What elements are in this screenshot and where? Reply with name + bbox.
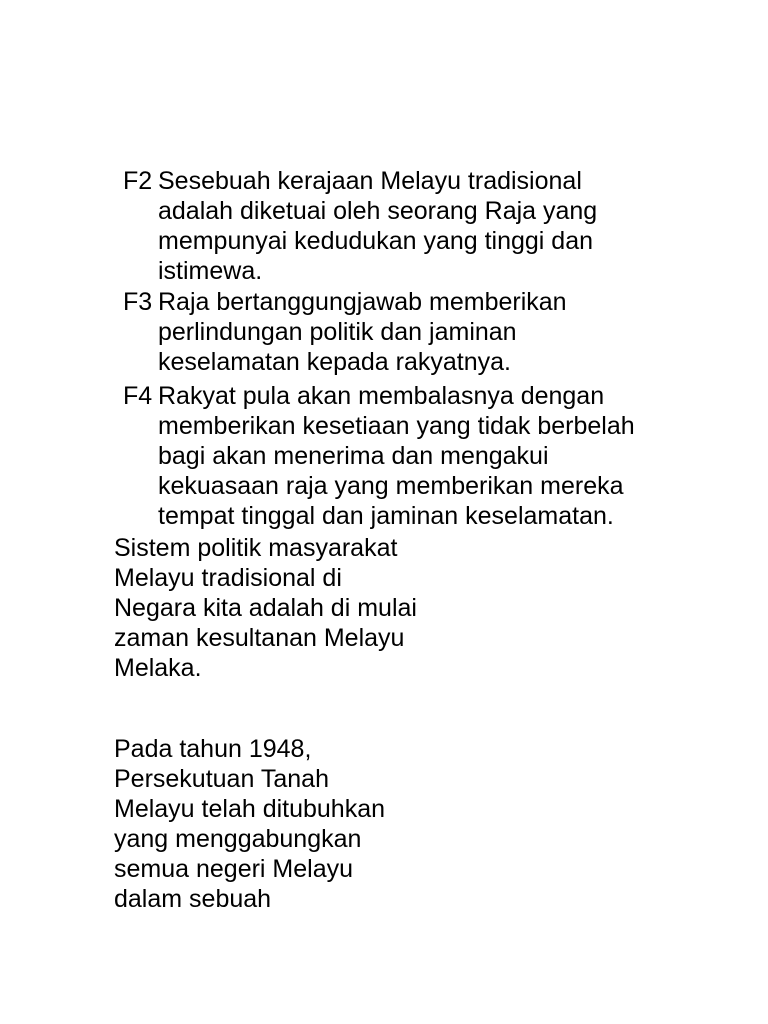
text-line: Persekutuan Tanah: [114, 765, 329, 793]
text-line: Rakyat pula akan membalasnya dengan: [158, 382, 605, 410]
text-line: perlindungan politik dan jaminan: [158, 318, 517, 346]
text-line: dalam sebuah: [114, 885, 272, 913]
text-line: Melaka.: [114, 654, 202, 682]
text-line: kekuasaan raja yang memberikan mereka: [158, 472, 624, 500]
point-f2: [123, 166, 743, 286]
text-line: bagi akan menerima dan mengakui: [158, 442, 549, 470]
point-f4: [123, 381, 743, 531]
text-line: Negara kita adalah di mulai: [114, 594, 417, 622]
point-code: F4: [123, 382, 153, 410]
text-line: Sesebuah kerajaan Melayu tradisional: [158, 167, 582, 195]
text-line: zaman kesultanan Melayu: [114, 624, 405, 652]
point-text: [158, 287, 743, 377]
text-line: istimewa.: [158, 257, 263, 285]
paragraph-tahun-1948: [114, 734, 514, 914]
text-line: tempat tinggal dan jaminan keselamatan.: [158, 502, 614, 530]
text-line: mempunyai kedudukan yang tinggi dan: [158, 227, 594, 255]
text-line: yang menggabungkan: [114, 825, 362, 853]
text-line: Pada tahun 1948,: [114, 735, 312, 763]
point-f3: [123, 287, 743, 377]
point-text: [158, 381, 743, 531]
text-line: memberikan kesetiaan yang tidak berbelah: [158, 412, 635, 440]
point-code: F3: [123, 288, 153, 316]
text-line: adalah diketuai oleh seorang Raja yang: [158, 197, 598, 225]
point-code: F2: [123, 167, 153, 195]
text-line: Melayu telah ditubuhkan: [114, 795, 386, 823]
text-line: Melayu tradisional di: [114, 564, 342, 592]
paragraph-sistem-politik: [114, 533, 514, 683]
point-text: [158, 166, 743, 286]
text-line: Raja bertanggungjawab memberikan: [158, 288, 567, 316]
text-line: keselamatan kepada rakyatnya.: [158, 348, 511, 376]
text-line: semua negeri Melayu: [114, 855, 354, 883]
text-line: Sistem politik masyarakat: [114, 534, 398, 562]
